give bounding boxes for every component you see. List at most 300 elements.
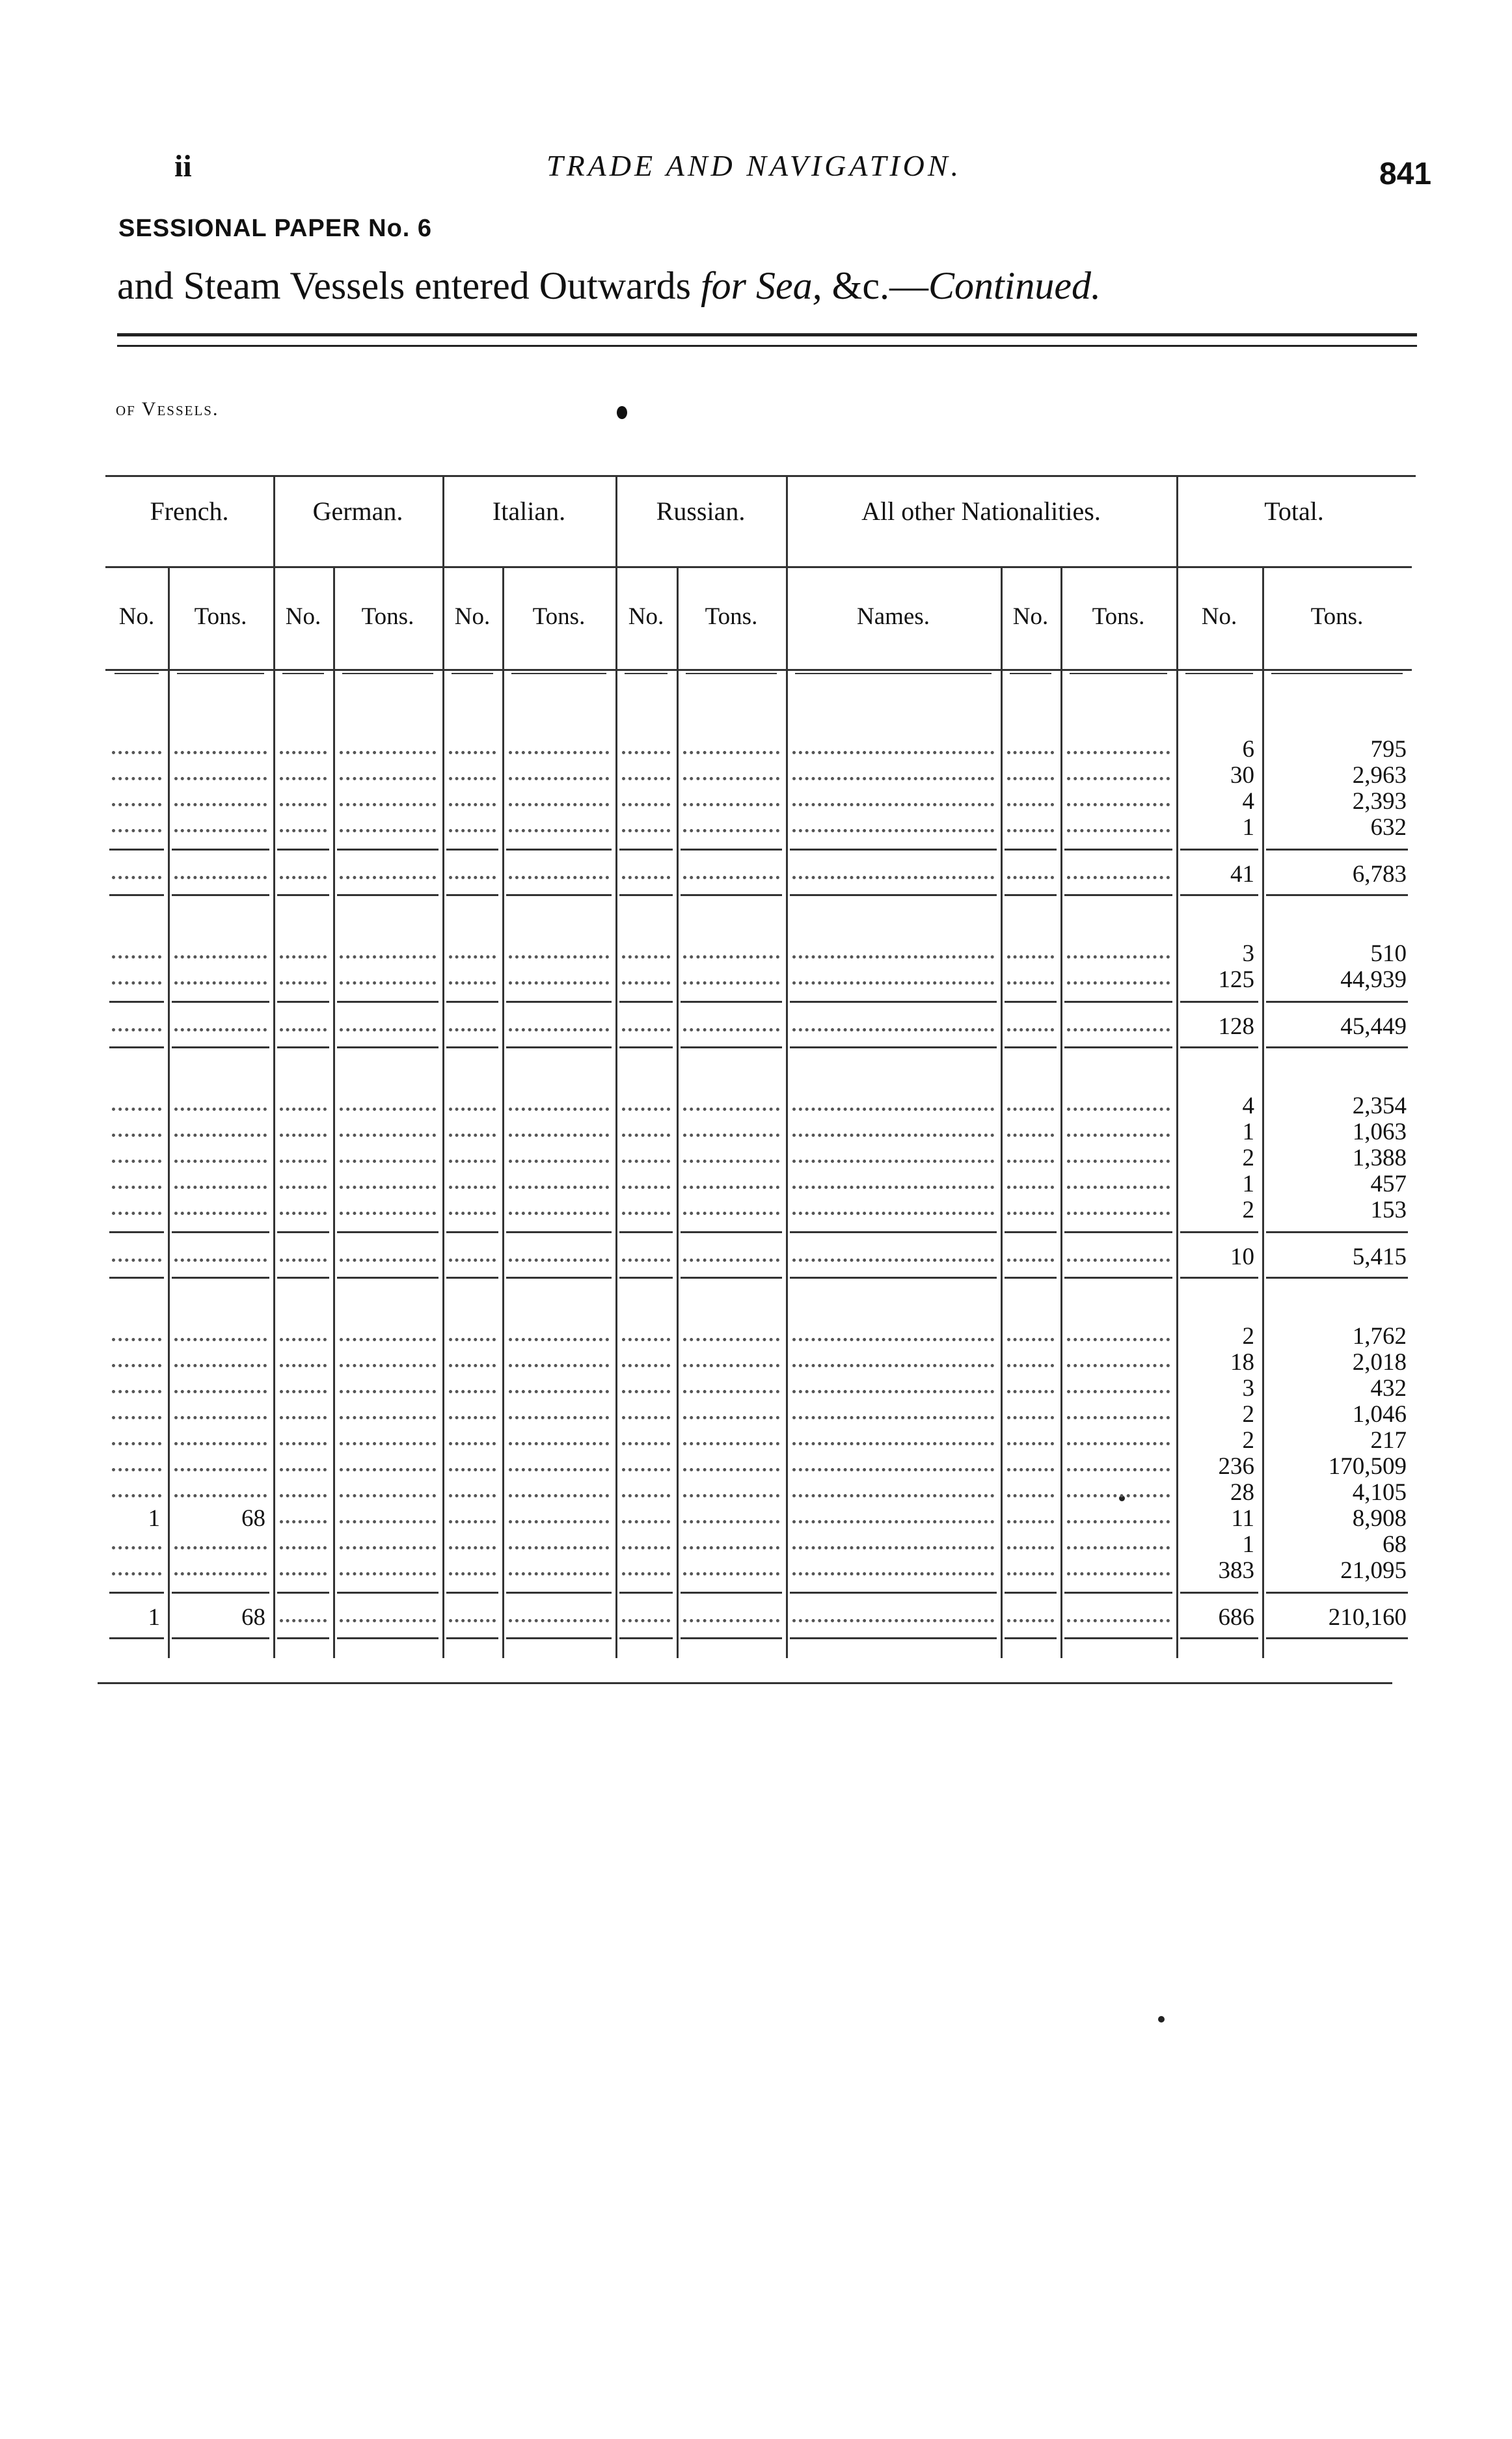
dot-leader bbox=[280, 1553, 327, 1575]
dot-leader bbox=[1007, 1318, 1054, 1341]
dot-leader bbox=[1007, 783, 1054, 806]
dot-leader bbox=[340, 1397, 436, 1419]
block-rule bbox=[790, 1001, 997, 1003]
block-rule bbox=[109, 1231, 164, 1233]
block-rule bbox=[1005, 1277, 1057, 1279]
french-tons-cell: 68 bbox=[241, 1505, 265, 1532]
dot-leader bbox=[174, 1140, 267, 1163]
total-tons-cell: 1,063 bbox=[1352, 1119, 1407, 1145]
dot-leader bbox=[174, 810, 267, 832]
dot-leader bbox=[280, 856, 327, 879]
dot-leader bbox=[1007, 731, 1054, 754]
dot-leader bbox=[509, 1397, 609, 1419]
dot-leader bbox=[340, 1318, 436, 1341]
dot-leader bbox=[112, 1423, 161, 1445]
dot-leader bbox=[112, 1166, 161, 1189]
dot-leader bbox=[340, 783, 436, 806]
dot-leader bbox=[792, 1397, 994, 1419]
dot-leader bbox=[683, 1397, 779, 1419]
subheader-underline bbox=[686, 673, 777, 674]
dot-leader bbox=[792, 757, 994, 780]
dot-leader bbox=[112, 757, 161, 780]
block-rule bbox=[1064, 1637, 1172, 1639]
dot-leader bbox=[449, 1475, 496, 1497]
subheader-underline bbox=[177, 673, 264, 674]
total-no-cell: 383 bbox=[1218, 1557, 1254, 1584]
dot-leader bbox=[280, 936, 327, 959]
block-rule bbox=[1266, 1231, 1408, 1233]
block-rule bbox=[619, 1001, 673, 1003]
total-no-cell: 2 bbox=[1242, 1197, 1254, 1223]
dot-leader bbox=[340, 757, 436, 780]
dot-leader bbox=[683, 1501, 779, 1523]
dot-leader bbox=[1007, 962, 1054, 985]
dot-leader bbox=[622, 1449, 670, 1471]
block-rule bbox=[506, 1046, 612, 1048]
dot-leader bbox=[1067, 962, 1170, 985]
block-rule bbox=[619, 1592, 673, 1594]
dot-leader bbox=[1007, 856, 1054, 879]
dot-leader bbox=[112, 962, 161, 985]
dot-leader bbox=[449, 1192, 496, 1215]
dot-leader bbox=[683, 936, 779, 959]
total-tons-cell: 457 bbox=[1370, 1171, 1407, 1197]
subheader-underline bbox=[1070, 673, 1167, 674]
dot-leader bbox=[112, 1397, 161, 1419]
subheader-underline bbox=[1010, 673, 1051, 674]
total-no-cell: 1 bbox=[1242, 1171, 1254, 1197]
total-tons-cell: 8,908 bbox=[1352, 1505, 1407, 1532]
total-no-cell: 2 bbox=[1242, 1145, 1254, 1171]
block-rule bbox=[1064, 1046, 1172, 1048]
dot-leader bbox=[1007, 1501, 1054, 1523]
group-header: German. bbox=[312, 497, 403, 526]
dot-leader bbox=[683, 1370, 779, 1393]
dot-leader bbox=[1067, 1114, 1170, 1137]
total-no-cell: 18 bbox=[1230, 1349, 1254, 1376]
dot-leader bbox=[280, 962, 327, 985]
block-rule bbox=[1266, 894, 1408, 896]
block-rule bbox=[1064, 1231, 1172, 1233]
column-divider bbox=[168, 566, 170, 1658]
group-header: French. bbox=[150, 497, 229, 526]
dot-leader bbox=[449, 783, 496, 806]
dot-leader bbox=[112, 1239, 161, 1262]
sessional-paper-label: SESSIONAL PAPER No. 6 bbox=[118, 215, 433, 242]
dot-leader bbox=[280, 1397, 327, 1419]
block-rule bbox=[1180, 1592, 1258, 1594]
dot-leader bbox=[174, 962, 267, 985]
block-rule bbox=[506, 894, 612, 896]
dot-leader bbox=[792, 856, 994, 879]
block-rule bbox=[790, 849, 997, 851]
block-rule bbox=[1064, 849, 1172, 851]
subtitle-text-1: and Steam Vessels entered Outwards bbox=[117, 264, 701, 307]
block-rule bbox=[619, 1277, 673, 1279]
dot-leader bbox=[1007, 1553, 1054, 1575]
dot-leader bbox=[174, 1423, 267, 1445]
block-rule bbox=[619, 1637, 673, 1639]
dot-leader bbox=[340, 1140, 436, 1163]
dot-leader bbox=[280, 1344, 327, 1367]
total-tons-cell: 170,509 bbox=[1328, 1453, 1407, 1480]
dot-leader bbox=[509, 1600, 609, 1622]
dot-leader bbox=[792, 1140, 994, 1163]
subheader-underline bbox=[1185, 673, 1253, 674]
column-header: No. bbox=[118, 603, 155, 630]
french-tons-cell: 68 bbox=[241, 1604, 265, 1631]
block-rule bbox=[1266, 1637, 1408, 1639]
dot-leader bbox=[1067, 936, 1170, 959]
dot-leader bbox=[509, 1370, 609, 1393]
block-rule bbox=[506, 1001, 612, 1003]
total-no-cell: 3 bbox=[1242, 1375, 1254, 1402]
block-rule bbox=[446, 1277, 498, 1279]
dot-leader bbox=[509, 1166, 609, 1189]
dot-leader bbox=[449, 1239, 496, 1262]
subtotal-no-cell: 41 bbox=[1230, 861, 1254, 888]
dot-leader bbox=[174, 731, 267, 754]
block-rule bbox=[681, 849, 782, 851]
dot-leader bbox=[340, 1449, 436, 1471]
dot-leader bbox=[112, 1088, 161, 1111]
dot-leader bbox=[622, 783, 670, 806]
group-divider bbox=[786, 475, 788, 1658]
dot-leader bbox=[622, 936, 670, 959]
subtitle-italic-2: Continued. bbox=[928, 264, 1101, 307]
block-rule bbox=[790, 894, 997, 896]
dot-leader bbox=[340, 962, 436, 985]
block-rule bbox=[790, 1231, 997, 1233]
dot-leader bbox=[112, 1475, 161, 1497]
dot-leader bbox=[509, 757, 609, 780]
dot-leader bbox=[622, 856, 670, 879]
block-rule bbox=[1005, 1592, 1057, 1594]
dot-leader bbox=[1067, 1344, 1170, 1367]
block-rule bbox=[681, 1277, 782, 1279]
dot-leader bbox=[112, 1318, 161, 1341]
total-tons-cell: 2,963 bbox=[1352, 762, 1407, 789]
dot-leader bbox=[1067, 1600, 1170, 1622]
dot-leader bbox=[1067, 1553, 1170, 1575]
dot-leader bbox=[1067, 1475, 1170, 1497]
subtotal-tons-cell: 5,415 bbox=[1352, 1244, 1407, 1270]
dot-leader bbox=[174, 1553, 267, 1575]
subtotal-no-cell: 10 bbox=[1230, 1244, 1254, 1270]
subtotal-tons-cell: 6,783 bbox=[1352, 861, 1407, 888]
subheader-underline bbox=[452, 673, 493, 674]
block-rule bbox=[681, 1592, 782, 1594]
subheader-underline bbox=[625, 673, 668, 674]
block-rule bbox=[172, 1592, 269, 1594]
dot-leader bbox=[112, 1009, 161, 1031]
column-header: No. bbox=[285, 603, 321, 630]
column-divider bbox=[1060, 566, 1062, 1658]
dot-leader bbox=[280, 1527, 327, 1549]
total-no-cell: 236 bbox=[1218, 1453, 1254, 1480]
block-rule bbox=[172, 1277, 269, 1279]
column-header: Names. bbox=[857, 603, 930, 630]
dot-leader bbox=[340, 1239, 436, 1262]
group-divider bbox=[273, 475, 275, 1658]
dot-leader bbox=[1067, 1397, 1170, 1419]
dot-leader bbox=[622, 1009, 670, 1031]
subtitle-text-2: &c.— bbox=[822, 264, 928, 307]
subheader-underline bbox=[342, 673, 433, 674]
total-tons-cell: 21,095 bbox=[1340, 1557, 1407, 1584]
total-no-cell: 1 bbox=[1242, 814, 1254, 841]
dot-leader bbox=[622, 1475, 670, 1497]
dot-leader bbox=[622, 1423, 670, 1445]
block-rule bbox=[681, 1231, 782, 1233]
dot-leader bbox=[509, 1527, 609, 1549]
dot-leader bbox=[112, 1449, 161, 1471]
block-rule bbox=[172, 849, 269, 851]
dot-leader bbox=[792, 1449, 994, 1471]
block-rule bbox=[1005, 1637, 1057, 1639]
block-rule bbox=[1266, 1046, 1408, 1048]
dot-leader bbox=[683, 810, 779, 832]
dot-leader bbox=[280, 1192, 327, 1215]
dot-leader bbox=[174, 1114, 267, 1137]
dot-leader bbox=[1067, 856, 1170, 879]
dot-leader bbox=[792, 1166, 994, 1189]
total-no-cell: 28 bbox=[1230, 1479, 1254, 1506]
block-rule bbox=[446, 1592, 498, 1594]
block-rule bbox=[1180, 1637, 1258, 1639]
dot-leader bbox=[449, 1527, 496, 1549]
dot-leader bbox=[174, 1088, 267, 1111]
block-rule bbox=[109, 1592, 164, 1594]
dot-leader bbox=[280, 1114, 327, 1137]
block-rule bbox=[1266, 1001, 1408, 1003]
dot-leader bbox=[174, 1009, 267, 1031]
dot-leader bbox=[509, 1318, 609, 1341]
dot-leader bbox=[792, 810, 994, 832]
french-no-cell: 1 bbox=[148, 1604, 160, 1631]
dot-leader bbox=[683, 1423, 779, 1445]
dot-leader bbox=[509, 1344, 609, 1367]
dot-leader bbox=[280, 1239, 327, 1262]
dot-leader bbox=[112, 1527, 161, 1549]
dot-leader bbox=[792, 1239, 994, 1262]
block-rule bbox=[109, 894, 164, 896]
dot-leader bbox=[174, 1527, 267, 1549]
dot-leader bbox=[1007, 1370, 1054, 1393]
dot-leader bbox=[1067, 1166, 1170, 1189]
dot-leader bbox=[792, 1370, 994, 1393]
total-no-cell: 30 bbox=[1230, 762, 1254, 789]
total-tons-cell: 795 bbox=[1370, 736, 1407, 763]
block-rule bbox=[1266, 1592, 1408, 1594]
group-header: All other Nationalities. bbox=[861, 497, 1101, 526]
dot-leader bbox=[683, 856, 779, 879]
dot-leader bbox=[449, 1397, 496, 1419]
dot-leader bbox=[622, 1527, 670, 1549]
subheader-underline bbox=[115, 673, 159, 674]
block-rule bbox=[109, 1001, 164, 1003]
block-rule bbox=[619, 849, 673, 851]
column-header: Tons. bbox=[1310, 603, 1364, 630]
dot-leader bbox=[792, 783, 994, 806]
block-rule bbox=[337, 894, 439, 896]
total-no-cell: 2 bbox=[1242, 1323, 1254, 1350]
block-rule bbox=[1180, 894, 1258, 896]
block-rule bbox=[109, 849, 164, 851]
dot-leader bbox=[449, 1088, 496, 1111]
total-no-cell: 1 bbox=[1242, 1531, 1254, 1558]
dot-leader bbox=[1067, 1009, 1170, 1031]
dot-leader bbox=[1067, 731, 1170, 754]
dot-leader bbox=[1007, 1423, 1054, 1445]
dot-leader bbox=[792, 962, 994, 985]
dot-leader bbox=[1067, 1423, 1170, 1445]
dot-leader bbox=[792, 1553, 994, 1575]
dot-leader bbox=[1007, 1344, 1054, 1367]
dot-leader bbox=[792, 1600, 994, 1622]
dot-leader bbox=[683, 1449, 779, 1471]
dot-leader bbox=[683, 1114, 779, 1137]
dot-leader bbox=[112, 1114, 161, 1137]
dot-leader bbox=[1067, 1370, 1170, 1393]
block-rule bbox=[1180, 849, 1258, 851]
dot-leader bbox=[112, 936, 161, 959]
dot-leader bbox=[449, 1449, 496, 1471]
total-tons-cell: 2,018 bbox=[1352, 1349, 1407, 1376]
subtotal-no-cell: 686 bbox=[1218, 1604, 1254, 1631]
dot-leader bbox=[622, 1166, 670, 1189]
block-rule bbox=[446, 1046, 498, 1048]
column-header: No. bbox=[628, 603, 664, 630]
dot-leader bbox=[340, 1527, 436, 1549]
block-rule bbox=[790, 1592, 997, 1594]
dot-leader bbox=[622, 1553, 670, 1575]
dot-leader bbox=[683, 783, 779, 806]
block-rule bbox=[446, 1637, 498, 1639]
block-rule bbox=[790, 1637, 997, 1639]
dot-leader bbox=[174, 936, 267, 959]
block-rule bbox=[172, 1046, 269, 1048]
dot-leader bbox=[509, 731, 609, 754]
column-header: Tons. bbox=[361, 603, 414, 630]
dot-leader bbox=[340, 936, 436, 959]
block-rule bbox=[337, 1277, 439, 1279]
block-rule bbox=[790, 1277, 997, 1279]
dot-leader bbox=[509, 1192, 609, 1215]
dot-leader bbox=[1007, 1449, 1054, 1471]
dot-leader bbox=[622, 1239, 670, 1262]
subheader-underline bbox=[511, 673, 606, 674]
subtitle-italic-1: for Sea, bbox=[701, 264, 822, 307]
block-rule bbox=[1180, 1231, 1258, 1233]
dot-leader bbox=[792, 1423, 994, 1445]
block-rule bbox=[619, 1231, 673, 1233]
dot-leader bbox=[683, 962, 779, 985]
dot-leader bbox=[174, 1370, 267, 1393]
dot-leader bbox=[683, 1600, 779, 1622]
dot-leader bbox=[683, 1239, 779, 1262]
block-rule bbox=[1005, 1231, 1057, 1233]
dot-leader bbox=[1067, 1449, 1170, 1471]
dot-leader bbox=[340, 1423, 436, 1445]
block-rule bbox=[506, 1592, 612, 1594]
dot-leader bbox=[792, 1114, 994, 1137]
block-rule bbox=[506, 849, 612, 851]
dot-leader bbox=[174, 856, 267, 879]
dot-leader bbox=[509, 783, 609, 806]
dot-leader bbox=[340, 1600, 436, 1622]
dot-leader bbox=[340, 1166, 436, 1189]
dot-leader bbox=[509, 856, 609, 879]
dot-leader bbox=[449, 962, 496, 985]
dot-leader bbox=[622, 1397, 670, 1419]
dot-leader bbox=[340, 1501, 436, 1523]
dot-leader bbox=[683, 731, 779, 754]
dot-leader bbox=[174, 757, 267, 780]
dot-leader bbox=[280, 1140, 327, 1163]
dot-leader bbox=[340, 810, 436, 832]
dot-leader bbox=[174, 1475, 267, 1497]
column-header: No. bbox=[454, 603, 491, 630]
dot-leader bbox=[449, 1370, 496, 1393]
dot-leader bbox=[1007, 1114, 1054, 1137]
total-tons-cell: 44,939 bbox=[1340, 966, 1407, 993]
dot-leader bbox=[792, 1344, 994, 1367]
dot-leader bbox=[174, 1166, 267, 1189]
block-rule bbox=[506, 1277, 612, 1279]
dot-leader bbox=[1007, 1009, 1054, 1031]
dot-leader bbox=[280, 731, 327, 754]
dot-leader bbox=[449, 1009, 496, 1031]
dot-leader bbox=[280, 1088, 327, 1111]
total-tons-cell: 68 bbox=[1383, 1531, 1407, 1558]
french-no-cell: 1 bbox=[148, 1505, 160, 1532]
total-no-cell: 3 bbox=[1242, 940, 1254, 967]
block-rule bbox=[1266, 849, 1408, 851]
block-rule bbox=[277, 1637, 329, 1639]
dot-leader bbox=[622, 1192, 670, 1215]
dot-leader bbox=[622, 962, 670, 985]
total-no-cell: 2 bbox=[1242, 1427, 1254, 1454]
dot-leader bbox=[340, 1475, 436, 1497]
column-divider bbox=[677, 566, 679, 1658]
block-rule bbox=[337, 1592, 439, 1594]
dot-leader bbox=[509, 1553, 609, 1575]
dot-leader bbox=[340, 1192, 436, 1215]
dot-leader bbox=[1067, 757, 1170, 780]
block-rule bbox=[172, 1231, 269, 1233]
dot-leader bbox=[280, 757, 327, 780]
dot-leader bbox=[1007, 936, 1054, 959]
dot-leader bbox=[280, 810, 327, 832]
dot-leader bbox=[1007, 1397, 1054, 1419]
dot-leader bbox=[1007, 1475, 1054, 1497]
block-rule bbox=[681, 1637, 782, 1639]
dot-leader bbox=[683, 1527, 779, 1549]
column-header: Tons. bbox=[705, 603, 758, 630]
block-rule bbox=[681, 1046, 782, 1048]
dot-leader bbox=[280, 1166, 327, 1189]
block-rule bbox=[619, 1046, 673, 1048]
dot-leader bbox=[280, 1475, 327, 1497]
dot-leader bbox=[683, 757, 779, 780]
dot-leader bbox=[792, 1501, 994, 1523]
dot-leader bbox=[174, 1344, 267, 1367]
dot-leader bbox=[1067, 1501, 1170, 1523]
block-rule bbox=[1064, 894, 1172, 896]
block-rule bbox=[446, 1001, 498, 1003]
dot-leader bbox=[449, 1600, 496, 1622]
